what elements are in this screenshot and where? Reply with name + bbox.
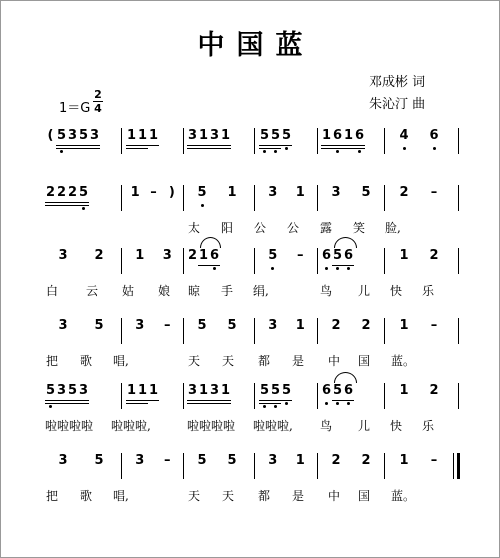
lyric-syllable: 是 [291, 489, 304, 503]
octave-dot [285, 402, 288, 405]
dash: – [164, 453, 171, 468]
measure [259, 453, 314, 479]
lyric-syllable: 白 [45, 284, 58, 298]
octave-dot [358, 150, 361, 153]
note: 1 [130, 185, 140, 200]
time-signature-denominator: 4 [94, 102, 102, 115]
lyric-syllable: 天 [221, 354, 234, 368]
measure [187, 128, 247, 154]
octave-dot [263, 150, 266, 153]
song-title: 中国蓝 [197, 30, 315, 61]
note: 1 [220, 128, 231, 143]
dash: – [164, 318, 171, 333]
lyric-syllable: 啦啦啦, [253, 419, 293, 433]
octave-dot [271, 267, 274, 270]
barline [384, 185, 385, 211]
barline [183, 248, 184, 274]
lyric-syllable: 阳 [220, 221, 233, 235]
note: 3 [58, 453, 68, 468]
barline [121, 318, 122, 344]
note: 1 [343, 128, 354, 143]
note: 1 [399, 318, 409, 333]
measure [389, 185, 449, 211]
barline [254, 453, 255, 479]
note: 3 [268, 453, 278, 468]
lyric-syllable: 把 [45, 489, 58, 503]
measure [187, 453, 247, 479]
barline [121, 248, 122, 274]
slur [334, 237, 357, 248]
lyric-syllable: 唱, [113, 354, 129, 368]
note: 1 [198, 248, 209, 264]
note: 2 [331, 453, 341, 468]
octave-dot [60, 150, 63, 153]
note: 2 [361, 318, 371, 333]
barline [254, 318, 255, 344]
note: 5 [94, 453, 104, 468]
slur [334, 372, 357, 383]
note: 1 [321, 128, 332, 143]
barline [458, 383, 459, 409]
note: 6 [321, 383, 332, 399]
note: 1 [135, 248, 145, 263]
lyric-syllable: 国 [357, 489, 370, 503]
lyric-syllable: 唱, [113, 489, 129, 503]
note: 5 [361, 185, 371, 200]
barline [254, 185, 255, 211]
measure [259, 128, 314, 154]
octave-dot [274, 150, 277, 153]
lyric-syllable: 笑 [352, 221, 365, 235]
note: 2 [429, 248, 439, 263]
note: 1 [399, 453, 409, 468]
barline [458, 248, 459, 274]
note: 1 [295, 185, 305, 200]
barline [183, 318, 184, 344]
note: 3 [268, 318, 278, 333]
note: 3 [135, 318, 145, 333]
barline [384, 383, 385, 409]
note: 1 [198, 128, 209, 143]
note: 2 [361, 453, 371, 468]
note: 3 [187, 383, 198, 398]
barline [458, 318, 459, 344]
note: 5 [281, 128, 292, 144]
measure [45, 248, 117, 274]
note: 5 [56, 128, 67, 144]
barline [183, 185, 184, 211]
octave-dot [82, 207, 85, 210]
measure [259, 185, 314, 211]
lyric-syllable: 快 [389, 419, 402, 433]
note: 5 [67, 383, 78, 398]
note: 2 [331, 318, 341, 333]
octave-dot [325, 402, 328, 405]
note: 6 [343, 248, 354, 264]
barline [183, 128, 184, 154]
lyric-syllable: 鸟 [319, 284, 332, 298]
lyricist-credit: 邓成彬 词 [369, 75, 426, 90]
note: 3 [331, 185, 341, 200]
measure [187, 318, 247, 344]
barline [183, 453, 184, 479]
barline [384, 453, 385, 479]
note: 3 [209, 128, 220, 143]
lyric-syllable: 手 [220, 284, 233, 298]
lyric-syllable: 啦啦啦啦 [45, 419, 94, 433]
note: 2 [429, 383, 439, 398]
barline [317, 185, 318, 211]
note: 2 [94, 248, 104, 263]
lyric-syllable: 快 [389, 284, 402, 298]
measure [259, 248, 314, 274]
octave-dot [213, 267, 216, 270]
note: 1 [220, 383, 231, 398]
note: 3 [67, 128, 78, 143]
measure [321, 248, 381, 274]
lyric-syllable: 公 [286, 221, 299, 235]
note: 5 [259, 383, 270, 399]
lyric-syllable: 儿 [357, 419, 370, 433]
note: 3 [268, 185, 278, 200]
barline [317, 453, 318, 479]
measure [126, 383, 181, 409]
lyric-syllable: 云 [85, 284, 98, 298]
note: 5 [332, 383, 343, 399]
lyric-syllable: 天 [187, 489, 200, 503]
lyric-syllable: 啦啦啦, [111, 419, 151, 433]
barline [384, 318, 385, 344]
measure [45, 383, 117, 409]
lyric-syllable: 乐 [421, 284, 434, 298]
note: 5 [281, 383, 292, 399]
lyric-syllable: 脸, [385, 221, 401, 235]
barline [254, 128, 255, 154]
note: 5 [78, 128, 89, 143]
note: ( [47, 128, 54, 143]
lyric-syllable: 姑 [121, 284, 134, 298]
barline [317, 248, 318, 274]
barline [254, 248, 255, 274]
lyric-syllable: 鸟 [319, 419, 332, 433]
note: 5 [197, 453, 207, 468]
barline [317, 318, 318, 344]
lyric-syllable: 露 [319, 221, 332, 235]
lyric-syllable: 公 [253, 221, 266, 235]
note: 6 [343, 383, 354, 399]
note: 2 [67, 185, 78, 200]
lyric-syllable: 蓝。 [391, 354, 416, 368]
measure [126, 185, 181, 211]
note: 5 [94, 318, 104, 333]
barline [458, 128, 459, 154]
note: 5 [259, 128, 270, 144]
lyric-syllable: 中 [327, 354, 340, 368]
note: 5 [78, 185, 89, 201]
measure [389, 248, 449, 274]
measure [45, 453, 117, 479]
note: 1 [227, 185, 237, 200]
measure [126, 248, 181, 274]
note: 6 [354, 128, 365, 144]
composer-credit: 朱沁汀 曲 [369, 97, 426, 112]
note: 6 [321, 248, 332, 264]
measure [259, 383, 314, 409]
time-signature-numerator: 2 [94, 88, 102, 101]
note: 1 [295, 318, 305, 333]
note: ) [168, 185, 175, 200]
measure [321, 318, 381, 344]
note: 3 [209, 383, 220, 398]
octave-dot [49, 405, 52, 408]
note: 5 [45, 383, 56, 399]
octave-dot [336, 267, 339, 270]
measure [389, 453, 449, 479]
note: 6 [332, 128, 343, 144]
note: 1 [126, 383, 137, 398]
barline [121, 453, 122, 479]
measure [126, 318, 181, 344]
note: 6 [426, 128, 442, 144]
lyric-syllable: 中 [327, 489, 340, 503]
measure [321, 453, 381, 479]
lyric-syllable: 把 [45, 354, 58, 368]
measure [126, 128, 181, 154]
lyric-syllable: 乐 [421, 419, 434, 433]
lyric-syllable: 歌 [79, 489, 92, 503]
barline [317, 128, 318, 154]
lyric-syllable: 蓝。 [391, 489, 416, 503]
octave-dot [263, 405, 266, 408]
barline [384, 128, 385, 154]
key-signature: 1＝G [59, 101, 91, 116]
lyric-syllable: 晾 [187, 284, 200, 298]
note: 4 [396, 128, 412, 144]
barline [121, 383, 122, 409]
barline [317, 383, 318, 409]
note: 3 [89, 128, 100, 143]
dash: – [430, 185, 438, 200]
octave-dot [201, 204, 204, 207]
measure [389, 128, 449, 154]
note: 2 [187, 248, 198, 263]
octave-dot [347, 402, 350, 405]
dash: – [430, 453, 438, 468]
measure [126, 453, 181, 479]
note: 5 [265, 248, 281, 264]
barline [254, 383, 255, 409]
lyric-syllable: 娘 [157, 284, 170, 298]
time-signature [93, 89, 103, 114]
octave-dot [347, 267, 350, 270]
note: 5 [332, 248, 343, 264]
octave-dot [285, 147, 288, 150]
dash: – [430, 318, 438, 333]
note: 5 [194, 185, 210, 201]
octave-dot [325, 267, 328, 270]
lyric-syllable: 国 [357, 354, 370, 368]
dash: – [297, 248, 304, 263]
measure [45, 185, 117, 211]
lyric-syllable: 太 [187, 221, 200, 235]
final-barline [457, 453, 460, 479]
barline [121, 185, 122, 211]
note: 2 [56, 185, 67, 200]
note: 3 [187, 128, 198, 143]
note: 5 [270, 383, 281, 399]
octave-dot [403, 147, 406, 150]
note: 3 [135, 453, 145, 468]
octave-dot [336, 402, 339, 405]
measure [321, 383, 381, 409]
note: 1 [399, 248, 409, 263]
note: 5 [270, 128, 281, 144]
lyric-syllable: 绢, [253, 284, 269, 298]
note: 6 [209, 248, 220, 264]
note: 3 [162, 248, 172, 263]
dash: – [150, 185, 157, 200]
barline [384, 248, 385, 274]
barline [121, 128, 122, 154]
measure [321, 128, 381, 154]
note: 1 [295, 453, 305, 468]
note: 2 [45, 185, 56, 200]
lyric-syllable: 儿 [357, 284, 370, 298]
lyric-syllable: 都 [257, 354, 270, 368]
note: 1 [137, 128, 148, 143]
note: 1 [126, 128, 137, 143]
lyric-syllable: 天 [187, 354, 200, 368]
barline [458, 185, 459, 211]
note: 2 [399, 185, 409, 200]
measure [259, 318, 314, 344]
measure [389, 383, 449, 409]
note: 5 [197, 318, 207, 333]
note: 1 [399, 383, 409, 398]
note: 3 [58, 318, 68, 333]
barline [183, 383, 184, 409]
note: 3 [58, 248, 68, 263]
note: 1 [148, 383, 159, 398]
octave-dot [336, 150, 339, 153]
barline [453, 453, 454, 479]
note: 3 [56, 383, 67, 398]
octave-dot [433, 147, 436, 150]
note: 1 [137, 383, 148, 398]
measure [187, 185, 247, 211]
measure [45, 128, 117, 154]
lyric-syllable: 啦啦啦啦 [187, 419, 236, 433]
measure [187, 383, 247, 409]
slur [200, 237, 221, 248]
lyric-syllable: 是 [291, 354, 304, 368]
lyric-syllable: 歌 [79, 354, 92, 368]
note: 1 [198, 383, 209, 398]
note: 5 [227, 453, 237, 468]
measure [187, 248, 247, 274]
lyric-syllable: 天 [221, 489, 234, 503]
measure [45, 318, 117, 344]
measure [321, 185, 381, 211]
note: 1 [148, 128, 159, 143]
note: 5 [227, 318, 237, 333]
lyric-syllable: 都 [257, 489, 270, 503]
octave-dot [274, 405, 277, 408]
measure [389, 318, 449, 344]
note: 3 [78, 383, 89, 398]
